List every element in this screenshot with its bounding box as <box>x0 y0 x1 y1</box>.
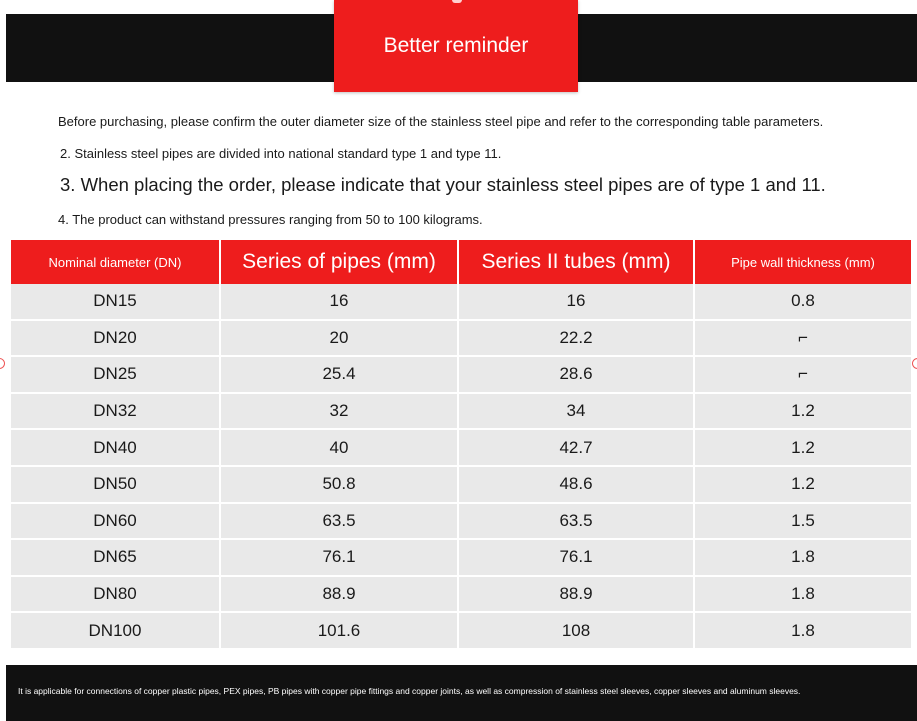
cell-nominal-diameter: DN25 <box>11 357 221 394</box>
cell-series-ii-tubes: 28.6 <box>459 357 695 394</box>
table-row <box>11 540 911 577</box>
header-series-ii-tubes: Series II tubes (mm) <box>459 240 695 284</box>
side-circle-left <box>0 358 5 369</box>
cell-nominal-diameter: DN65 <box>11 540 221 577</box>
cell-wall-thickness: 1.2 <box>695 467 911 504</box>
table-row <box>11 357 911 394</box>
table-row <box>11 430 911 467</box>
cell-series-pipes: 88.9 <box>221 577 459 614</box>
cell-series-pipes: 76.1 <box>221 540 459 577</box>
cell-nominal-diameter: DN32 <box>11 394 221 431</box>
pipe-spec-table <box>11 240 911 650</box>
cell-series-pipes: 40 <box>221 430 459 467</box>
cell-wall-thickness: 1.8 <box>695 577 911 614</box>
table-row <box>11 467 911 504</box>
cell-series-pipes: 101.6 <box>221 613 459 650</box>
cell-series-ii-tubes: 63.5 <box>459 504 695 541</box>
header-wall-thickness: Pipe wall thickness (mm) <box>695 240 911 284</box>
cell-wall-thickness: 1.2 <box>695 394 911 431</box>
table-row <box>11 394 911 431</box>
note-1: Before purchasing, please confirm the outer diameter size of the stainless steel pipe and refer to the corresponding table parameters. <box>58 114 824 129</box>
cell-series-ii-tubes: 22.2 <box>459 321 695 358</box>
note-3: 3. When placing the order, please indicate that your stainless steel pipes are of type 1 and 11. <box>60 174 826 195</box>
cell-nominal-diameter: DN80 <box>11 577 221 614</box>
cell-series-pipes: 25.4 <box>221 357 459 394</box>
cell-wall-thickness: 1.2 <box>695 430 911 467</box>
cell-series-pipes: 32 <box>221 394 459 431</box>
table-row <box>11 613 911 650</box>
cell-nominal-diameter: DN100 <box>11 613 221 650</box>
table-row <box>11 504 911 541</box>
table-header-row <box>11 240 911 284</box>
side-circle-right <box>912 358 917 369</box>
cell-series-pipes: 50.8 <box>221 467 459 504</box>
table-row <box>11 577 911 614</box>
cell-series-ii-tubes: 76.1 <box>459 540 695 577</box>
cell-series-ii-tubes: 42.7 <box>459 430 695 467</box>
note-4: 4. The product can withstand pressures ranging from 50 to 100 kilograms. <box>58 212 483 227</box>
cell-series-ii-tubes: 88.9 <box>459 577 695 614</box>
cell-series-pipes: 16 <box>221 284 459 321</box>
table-row <box>11 321 911 358</box>
footer-note: It is applicable for connections of copper plastic pipes, PEX pipes, PB pipes with copper pipe fittings and copper joints, as well as compression of stainless steel sleeves, copper sleeves and aluminum sleeves. <box>18 686 801 696</box>
cell-series-ii-tubes: 108 <box>459 613 695 650</box>
cell-nominal-diameter: DN15 <box>11 284 221 321</box>
footer-band <box>6 665 917 721</box>
title-notch-decoration <box>452 0 462 3</box>
cell-nominal-diameter: DN50 <box>11 467 221 504</box>
cell-series-ii-tubes: 48.6 <box>459 467 695 504</box>
cell-nominal-diameter: DN60 <box>11 504 221 541</box>
cell-nominal-diameter: DN20 <box>11 321 221 358</box>
cell-wall-thickness: 1.8 <box>695 540 911 577</box>
cell-wall-thickness: ⌐ <box>695 357 911 394</box>
cell-wall-thickness: 1.8 <box>695 613 911 650</box>
header-nominal-diameter: Nominal diameter (DN) <box>11 240 221 284</box>
header-series-pipes: Series of pipes (mm) <box>221 240 459 284</box>
note-2: 2. Stainless steel pipes are divided into national standard type 1 and type 11. <box>60 146 502 161</box>
table-row <box>11 284 911 321</box>
cell-series-ii-tubes: 16 <box>459 284 695 321</box>
cell-series-pipes: 63.5 <box>221 504 459 541</box>
cell-wall-thickness: 0.8 <box>695 284 911 321</box>
cell-wall-thickness: ⌐ <box>695 321 911 358</box>
cell-series-pipes: 20 <box>221 321 459 358</box>
cell-nominal-diameter: DN40 <box>11 430 221 467</box>
page-title: Better reminder <box>334 0 578 92</box>
cell-wall-thickness: 1.5 <box>695 504 911 541</box>
cell-series-ii-tubes: 34 <box>459 394 695 431</box>
